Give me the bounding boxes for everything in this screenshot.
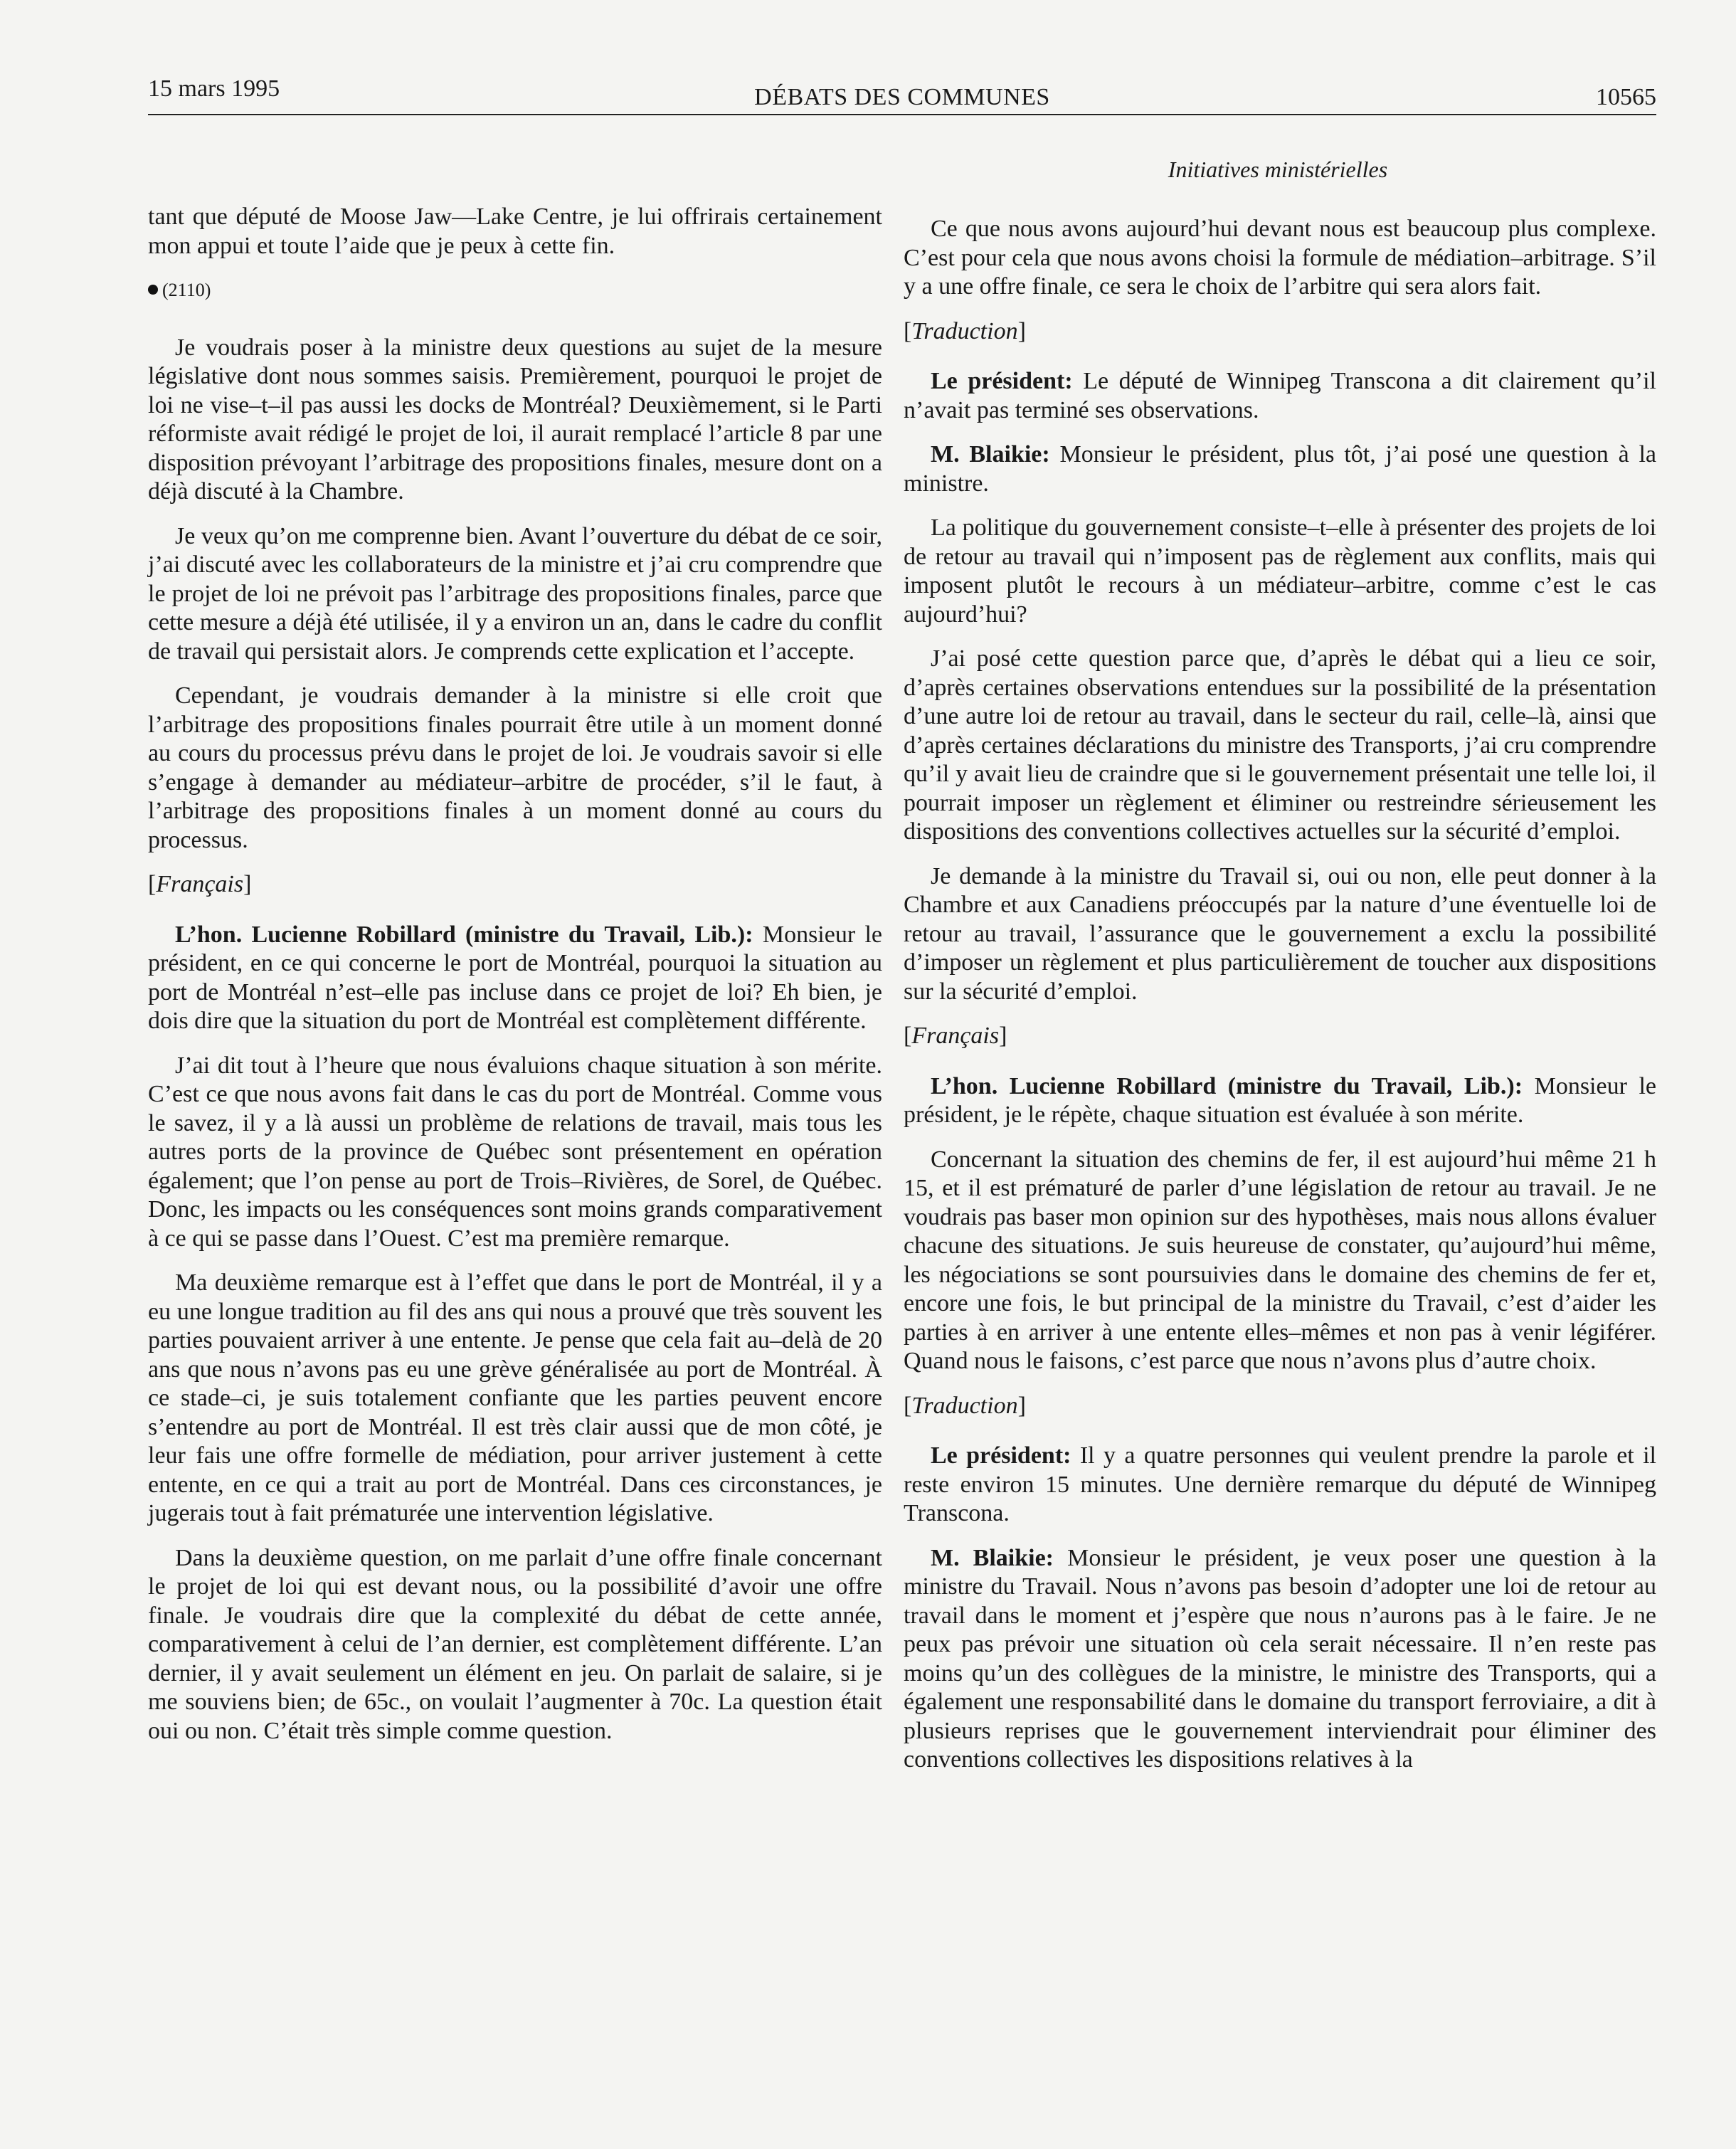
speech-text: Il y a quatre personnes qui veulent prendre la parole et il reste environ 15 minutes. Une dernière remarque du député de Winnipeg Transcona. <box>904 1442 1656 1526</box>
page-header <box>148 68 1656 111</box>
speech-text: Le député de Winnipeg Transcona a dit clairement qu’il n’avait pas terminé ses observations. <box>904 368 1656 423</box>
header-date: 15 mars 1995 <box>148 75 280 102</box>
speech-text: Monsieur le président, plus tôt, j’ai posé une question à la ministre. <box>904 441 1656 497</box>
speech-text: Monsieur le président, je veux poser une question à la ministre du Travail. Nous n’avons pas besoin d’adopter une loi de retour au travail dans le moment et j’espère que nous n’aurons pas à le faire. Je ne peux pas prévoir une situation où cela serait nécessaire. Il n’en reste pas moins qu’un des collègues de la ministre, le ministre des Transports, qui a également une responsabilité dans le domaine du transport ferroviaire, a dit à plusieurs reprises que le gouvernement interviendrait pour éliminer des conventions collectives les dispositions relatives à la <box>904 1544 1656 1773</box>
speaker-name: Le président: <box>931 1442 1071 1469</box>
speaker-name: M. Blaikie: <box>931 1544 1054 1571</box>
header-page-number: 10565 <box>1596 84 1656 110</box>
speech-text: Monsieur le président, en ce qui concerne le port de Montréal, pourquoi la situation au port de Montréal n’est–elle pas incluse dans ce projet de loi? Eh bien, je dois dire que la situation du port de Montréal est complètement différente. <box>148 921 883 1034</box>
language-note-label: Français <box>156 871 244 897</box>
section-heading: Initiatives ministérielles <box>1168 157 1388 182</box>
time-marker-label: (2110) <box>162 280 211 300</box>
paragraph: tant que député de Moose Jaw—Lake Centre, je lui offrirais certainement mon appui et toute l’aide que je peux à cette fin. <box>148 204 882 259</box>
language-note-label: Traduction <box>911 1392 1018 1419</box>
paragraph: Ce que nous avons aujourd’hui devant nous est beaucoup plus complexe. C’est pour cela que nous avons choisi la formule de médiation–arbitrage. S’il y a une offre finale, ce sera le choix de l’arbitre qui sera alors fait. <box>904 216 1656 300</box>
speech <box>904 1072 1656 1130</box>
bullet-icon <box>148 285 158 295</box>
language-note: [Traduction] <box>904 1392 1026 1419</box>
speech <box>904 440 1656 498</box>
header-rule <box>148 114 1656 115</box>
language-note: [Français] <box>148 871 252 897</box>
paragraph: Ma deuxième remarque est à l’effet que dans le port de Montréal, il y a eu une longue tradition au fil des ans qui nous a prouvé que très souvent les parties pouvaient arriver à une entente. Je pense que cela fait au–delà de 20 ans que nous n’avons pas eu une grève généralisée au port de Montréal. À ce stade–ci, je suis totalement confiante que les parties peuvent encore s’entendre au port de Montréal. Il est très clair aussi que de mon côté, je leur fais une offre formelle de médiation, pour arriver justement à cette entente, en ce qui a trait au port de Montréal. Dans ces circonstances, je jugerais tout à fait prématurée une intervention législative. <box>148 1269 882 1526</box>
paragraph: Cependant, je voudrais demander à la ministre si elle croit que l’arbitrage des propositions finales pourrait être utile à un moment donné au cours du processus prévu dans le projet de loi. Je voudrais savoir si elle s’engage à demander au médiateur–arbitre de procéder, s’il le faut, à l’arbitrage des propositions finales à un moment donné au cours du processus. <box>148 682 882 853</box>
left-column <box>148 203 882 1761</box>
language-note: [Traduction] <box>904 317 1026 344</box>
right-column <box>904 215 1656 1790</box>
language-note: [Français] <box>904 1023 1007 1049</box>
speech <box>904 1442 1656 1528</box>
time-marker <box>148 276 882 305</box>
language-note-label: Traduction <box>911 317 1018 344</box>
paragraph: La politique du gouvernement consiste–t–elle à présenter des projets de loi de retour au travail qui n’imposent pas de règlement aux conflits, mais qui imposent plutôt le recours à un médiateur–arbitre, comme c’est le cas aujourd’hui? <box>904 514 1656 628</box>
paragraph: J’ai dit tout à l’heure que nous évaluions chaque situation à son mérite. C’est ce que nous avons fait dans le cas du port de Montréal. Comme vous le savez, il y a là aussi un problème de relations de travail, mais tous les autres ports de la province de Québec sont présentement en opération également; que l’on pense au port de Trois–Rivières, de Sorel, de Québec. Donc, les impacts ou les conséquences sont moins grands comparativement à ce qui se passe dans l’Ouest. C’est ma première remarque. <box>148 1052 882 1252</box>
header-journal-title: DÉBATS DES COMMUNES <box>754 84 1050 110</box>
speech <box>904 1544 1656 1775</box>
speech <box>904 367 1656 425</box>
speaker-name: L’hon. Lucienne Robillard (ministre du Travail, Lib.): <box>175 921 753 948</box>
paragraph: Je veux qu’on me comprenne bien. Avant l’ouverture du débat de ce soir, j’ai discuté avec les collaborateurs de la ministre et j’ai cru comprendre que le projet de loi ne prévoit pas l’arbitrage des propositions finales, parce que cette mesure a déjà été utilisée, il y a environ un an, dans le cadre du conflit de travail qui persistait alors. Je comprends cette explication et l’accepte. <box>148 522 882 665</box>
speech <box>148 921 882 1036</box>
paragraph: Je demande à la ministre du Travail si, oui ou non, elle peut donner à la Chambre et aux Canadiens préoccupés par la nature d’une éventuelle loi de retour au travail, l’assurance que le gouvernement a exclu la possibilité d’imposer un règlement et plus particulièrement de toucher aux dispositions sur la sécurité d’emploi. <box>904 862 1656 1005</box>
paragraph: J’ai posé cette question parce que, d’après le débat qui a lieu ce soir, d’après certaines observations entendues sur la possibilité de la présentation d’une autre loi de retour au travail, dans le secteur du rail, celle–là, ainsi que d’après certaines déclarations du ministre des Transports, j’ai cru comprendre qu’il y avait lieu de craindre que si le gouvernement présentait une telle loi, il pourrait imposer un règlement et éliminer ou restreindre sérieusement les dispositions des conventions collectives actuelles sur la sécurité d’emploi. <box>904 645 1656 845</box>
language-note-label: Français <box>911 1023 1000 1049</box>
speaker-name: Le président: <box>931 368 1073 394</box>
speaker-name: L’hon. Lucienne Robillard (ministre du Travail, Lib.): <box>931 1072 1523 1099</box>
speaker-name: M. Blaikie: <box>931 441 1050 468</box>
paragraph: Dans la deuxième question, on me parlait d’une offre finale concernant le projet de loi qui est devant nous, ou la possibilité d’avoir une offre finale. Je voudrais dire que la complexité du débat de cette année, comparativement à celui de l’an dernier, est complètement différente. L’an dernier, il y avait seulement un élément en jeu. On parlait de salaire, si je me souviens bien; de 65c., on voulait l’augmenter à 70c. La question était oui ou non. C’était très simple comme question. <box>148 1544 882 1744</box>
speech-text: Monsieur le président, je le répète, chaque situation est évaluée à son mérite. <box>904 1072 1657 1128</box>
paragraph: Je voudrais poser à la ministre deux questions au sujet de la mesure législative dont nous sommes saisis. Premièrement, pourquoi le projet de loi ne vise–t–il pas aussi les docks de Montréal? Deuxièmement, si le Parti réformiste avait rédigé le projet de loi, il aurait remplacé l’article 8 par une disposition prévoyant l’arbitrage des propositions finales, mesure dont on a déjà discuté à la Chambre. <box>148 334 882 505</box>
paragraph: Concernant la situation des chemins de fer, il est aujourd’hui même 21 h 15, et il est prématuré de parler d’une législation de retour au travail. Je ne voudrais pas baser mon opinion sur des hypothèses, mais nous allons évaluer chacune des situations. Je suis heureuse de constater, qu’aujourd’hui même, les négociations se sont poursuivies dans le domaine des chemins de fer et, encore une fois, le but principal de la ministre du Travail, c’est d’aider les parties à en arriver à une entente elles–mêmes et non pas à venir légiférer. Quand nous le faisons, c’est parce que nous n’avons plus d’autre choix. <box>904 1146 1656 1374</box>
